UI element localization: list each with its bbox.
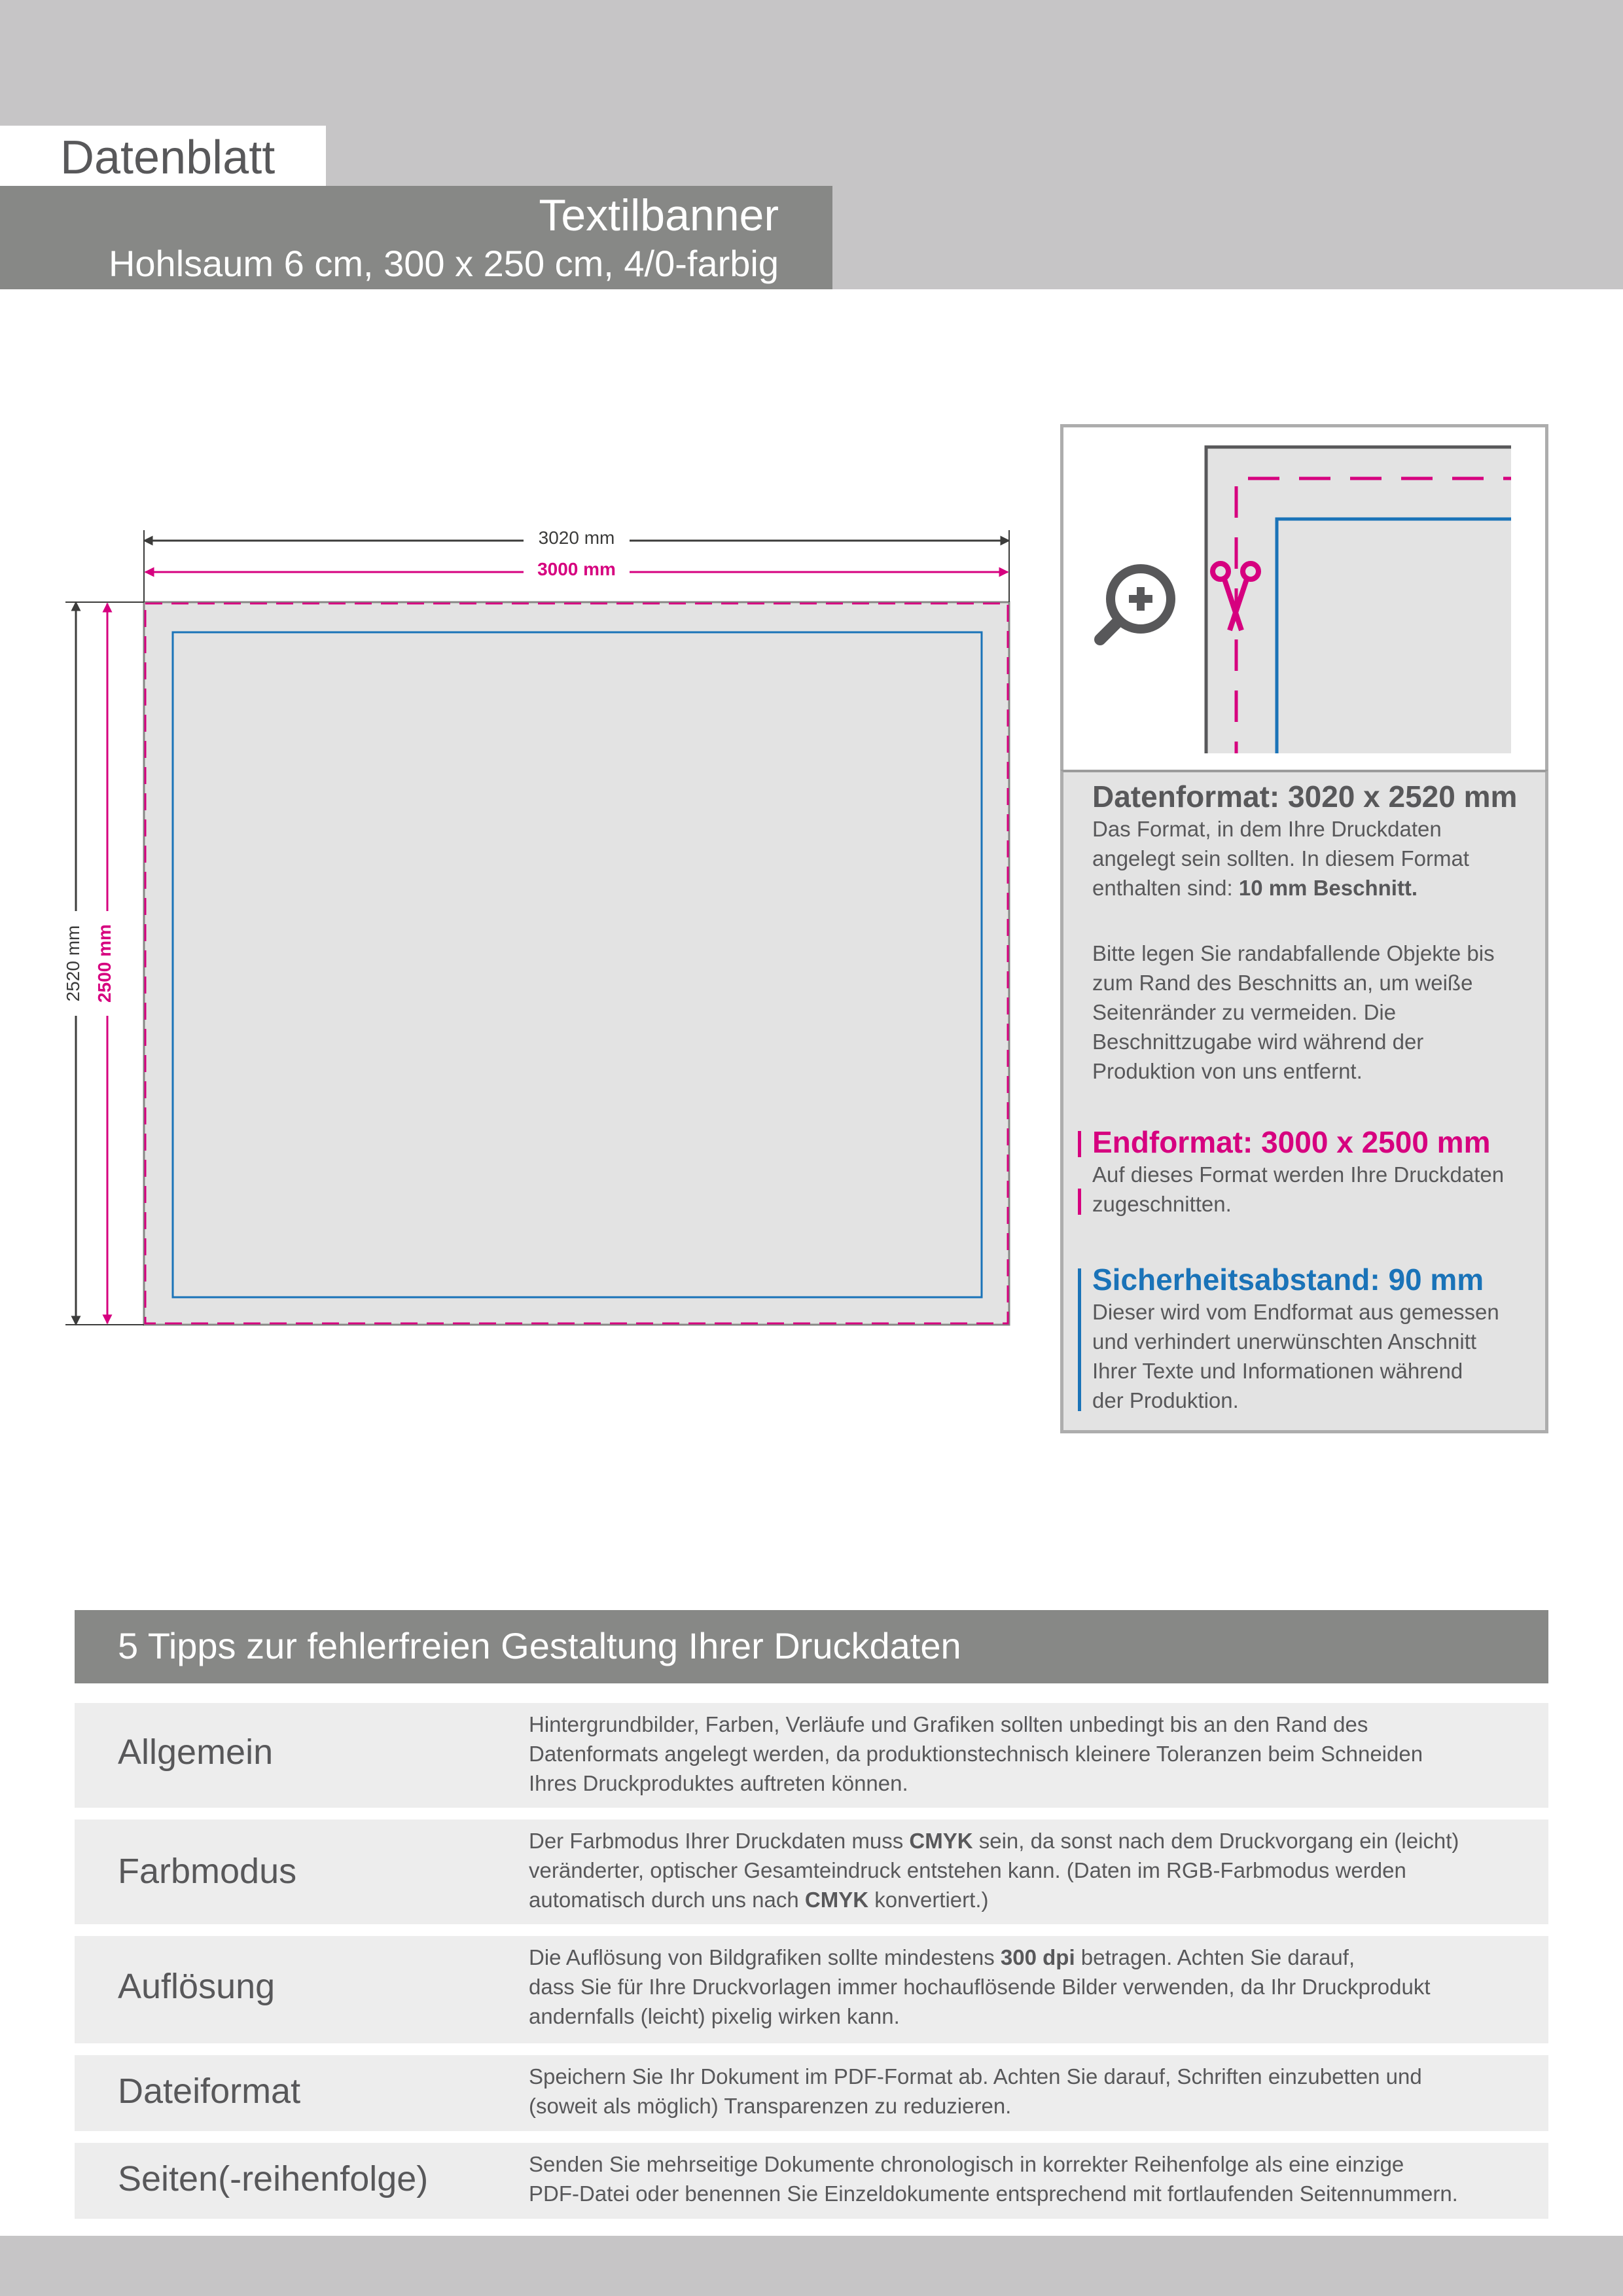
tip-text: Speichern Sie Ihr Dokument im PDF-Format ab. Achten Sie darauf, Schriften einzubetten und (soweit als möglich) Transparenzen zu reduzieren. [529,2064,1422,2118]
document-tag-label: Datenblatt [60,132,276,184]
final-format-marker-2 [1078,1189,1081,1215]
title-box [0,186,832,289]
footer-bar [0,2236,1623,2296]
tips-heading: 5 Tipps zur fehlerfreien Gestaltung Ihrer Druckdaten [118,1625,961,1666]
tip-label: Allgemein [118,1732,274,1772]
tip-text: Senden Sie mehrseitige Dokumente chronologisch in korrekter Reihenfolge als eine einzige PDF-Datei oder benennen Sie Einzeldokumente entsprechend mit fortlaufenden Seitennummern. [529,2152,1458,2206]
tip-label: Seiten(-reihenfolge) [118,2159,429,2198]
height-data-label: 2520 mm [63,925,83,1002]
safety-line-4: der Produktion. [1092,1388,1239,1412]
final-format-title: Endformat: 3000 x 2500 mm [1092,1125,1491,1159]
safety-line-3: Ihrer Texte und Informationen während [1092,1359,1463,1383]
bleed-line-1: Bitte legen Sie randabfallende Objekte bis [1092,941,1495,965]
tip-row-file-format [75,2055,1548,2131]
tip-row-page-order [75,2143,1548,2219]
data-format-line-1: Das Format, in dem Ihre Druckdaten [1092,817,1442,841]
product-title: Textilbanner [539,190,779,240]
bleed-note-block [1092,939,1544,1086]
final-format-line-1: Auf dieses Format werden Ihre Druckdaten [1092,1162,1505,1187]
width-final-label: 3000 mm [537,559,616,579]
height-final-label: 2500 mm [94,924,115,1003]
final-format-marker [1078,1131,1081,1157]
tip-label: Farbmodus [118,1852,297,1891]
tip-text: Der Farbmodus Ihrer Druckdaten muss CMYK sein, da sonst nach dem Druckvorgang ein (leicht) veränderter, optischer Gesamteindruck entstehen kann. (Daten im RGB-Farbmodus werden automatisch durch uns nach CMYK konvertiert.) [529,1829,1459,1912]
tip-row-color-mode [75,1820,1548,1924]
data-format-line-3: enthalten sind: 10 mm Beschnitt. [1092,876,1418,900]
bleed-line-4: Beschnittzugabe wird während der [1092,1030,1424,1054]
format-diagram [52,511,1034,1335]
bleed-line-2: zum Rand des Beschnitts an, um weiße [1092,971,1473,995]
bleed-line-5: Produktion von uns entfernt. [1092,1059,1363,1083]
final-format-block [1092,1124,1544,1219]
data-format-title: Datenformat: 3020 x 2520 mm [1092,780,1518,814]
corner-detail-box [1060,424,1548,770]
safety-block [1092,1262,1544,1415]
tip-row-resolution [75,1936,1548,2043]
safety-title: Sicherheitsabstand: 90 mm [1092,1263,1484,1297]
final-format-line-2: zugeschnitten. [1092,1192,1232,1216]
data-format-block [1092,779,1544,903]
zoom-in-icon [1100,569,1171,639]
tip-text: Die Auflösung von Bildgrafiken sollte mindestens 300 dpi betragen. Achten Sie darauf, dass Sie für Ihre Druckvorlagen immer hochauflösende Bilder verwenden, da Ihr Druckprodukt andernfalls (leicht) pixelig wirken kann. [529,1945,1431,2028]
document-tag [0,126,326,186]
data-format-line-2: angelegt sein sollten. In diesem Format [1092,846,1469,870]
product-subtitle: Hohlsaum 6 cm, 300 x 250 cm, 4/0-farbig [108,243,779,284]
corner-detail-illustration [1063,427,1545,773]
format-info-box [1060,770,1548,1433]
safety-marker [1078,1268,1081,1411]
width-data-label: 3020 mm [538,528,615,548]
data-format-area [144,602,1009,1325]
tip-row-general [75,1703,1548,1808]
tip-label: Dateiformat [118,2072,301,2111]
safety-line-1: Dieser wird vom Endformat aus gemessen [1092,1300,1499,1324]
tip-text: Hintergrundbilder, Farben, Verläufe und Grafiken sollten unbedingt bis an den Rand des Datenformats angelegt werden, da produktionstechnisch kleinere Toleranzen beim Schneiden Ihres Druckproduktes auftreten können. [529,1712,1423,1795]
tip-label: Auflösung [118,1967,276,2006]
safety-line-2: und verhindert unerwünschten Anschnitt [1092,1329,1477,1354]
tips-heading-bar [75,1610,1548,1683]
bleed-line-3: Seitenränder zu vermeiden. Die [1092,1000,1397,1024]
